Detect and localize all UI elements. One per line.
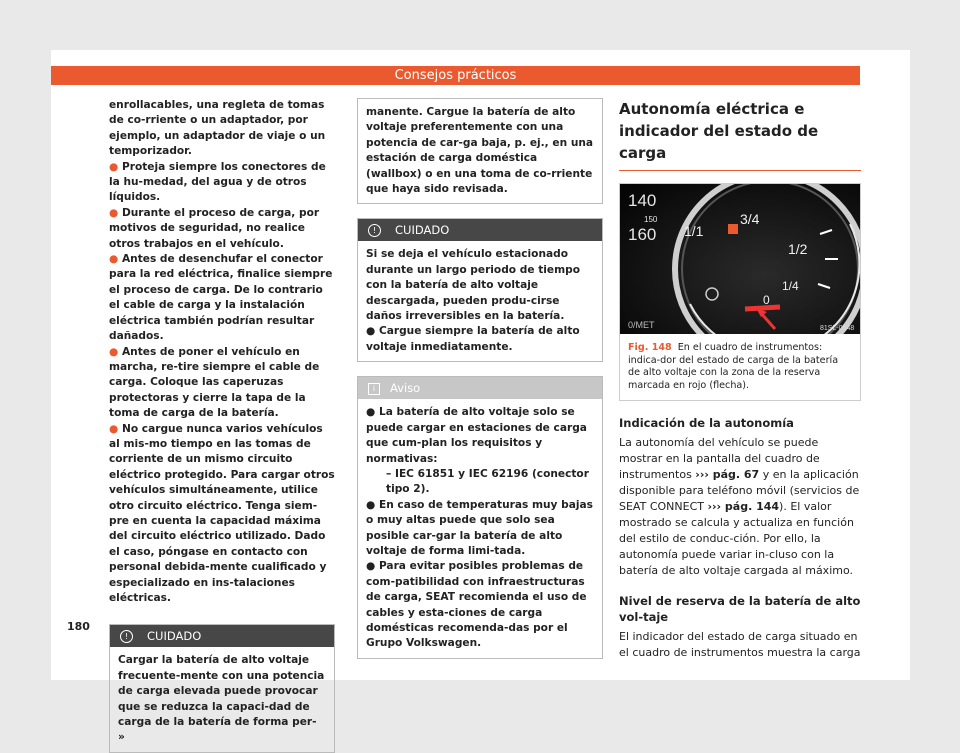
bullet-icon: ● [366, 560, 376, 573]
page-reference-link[interactable]: ››› pág. 67 [695, 468, 760, 482]
info-icon: i [368, 383, 380, 395]
bullet-icon: ● [109, 160, 119, 173]
figure-caption [620, 334, 860, 400]
caution-box [357, 218, 603, 362]
figure [619, 183, 861, 401]
instrument-cluster-image [620, 184, 860, 334]
list-item-text: La batería de alto voltaje solo se puede cargar en estaciones de carga que cum-plan los requisitos y normativas: [366, 406, 587, 465]
list-item [109, 160, 335, 206]
caption-text: En el cuadro de instrumentos: indica-dor del estado de carga de la batería de alto voltaje con la zona de la reserva marcada en rojo (flecha). [628, 342, 839, 391]
gauge-label: 0 [763, 293, 770, 307]
gauge-label: 140 [628, 191, 657, 210]
list-item [109, 422, 335, 607]
note-title: Aviso [390, 381, 421, 396]
gauge-label: 0/MET [628, 320, 655, 330]
column-2 [357, 98, 603, 659]
caution-box-continued [357, 98, 603, 204]
text: ). El valor mostrado se calcula y actualiza en función del estilo de conduc-ción. Por ello, la autonomía puede variar in-cluso con la batería de alto voltaje cargada al máximo. [619, 500, 854, 578]
gauge-label: 160 [628, 225, 657, 244]
list-item [366, 324, 594, 355]
gauge-label: 150 [644, 215, 658, 224]
list-item-text: Proteja siempre los conectores de la hu-medad, del agua y de otros líquidos. [109, 160, 326, 204]
bullet-icon: ● [366, 498, 376, 511]
paragraph: El indicador del estado de carga situado en el cuadro de instrumentos muestra la carga [619, 630, 861, 660]
paragraph: enrollacables, una regleta de tomas de co-rriente o un adaptador, por ejemplo, un adaptador de viaje o un temporizador. [109, 99, 326, 158]
text: La autonomía del vehículo se puede mostrar en la pantalla del cuadro de instrumentos [619, 436, 820, 482]
column-1 [109, 98, 335, 753]
continue-mark: » [118, 731, 125, 744]
bullet-icon: ● [109, 206, 119, 219]
caution-body [110, 647, 334, 751]
bullet-icon: ● [109, 253, 119, 266]
paragraph [619, 435, 861, 579]
figure-code: 81SL-0548 [820, 325, 855, 332]
warning-icon: ! [368, 224, 381, 237]
note-header [358, 377, 602, 399]
gauge-label: 3/4 [740, 211, 760, 227]
caution-header [358, 219, 602, 241]
list-item [366, 559, 594, 651]
caution-text: Si se deja el vehículo estacionado durante un largo periodo de tiempo con la batería de alto voltaje descargada, pueden produ-cirse daños irreversibles en la batería. [366, 248, 580, 323]
list-item-text: Antes de desenchufar el conector para la red eléctrica, finalice siempre el proceso de carga. De lo contrario el cable de carga y la instalación eléctrica también podrían resultar dañados. [109, 253, 333, 343]
bullet-icon: ● [366, 406, 376, 419]
bullet-icon: ● [366, 325, 376, 338]
section-title: Autonomía eléctrica e indicador del estado de carga [619, 98, 861, 171]
list-item-text: Para evitar posibles problemas de com-patibilidad con infraestructuras de carga, SEAT recomienda el uso de cables y esta-ciones de carga domésticas recomenda-das por el Grupo Volkswagen. [366, 560, 587, 650]
figure-ref: Fig. 148 [628, 342, 672, 353]
caution-text: Cargar la batería de alto voltaje frecuente-mente con una potencia de carga elevada puede provocar que se reduzca la capaci-dad de carga de la batería de forma per- [118, 654, 325, 729]
page-number: 180 [67, 620, 90, 633]
list-item-text: Cargue siempre la batería de alto voltaje inmediatamente. [366, 325, 580, 353]
list-item [109, 345, 335, 422]
gauge-illustration [620, 184, 860, 334]
subheading: Indicación de la autonomía [619, 416, 794, 431]
sub-list-item: – IEC 61851 y IEC 62196 (conector tipo 2). [386, 467, 589, 496]
gauge-label: 1/4 [782, 279, 799, 293]
list-item [366, 405, 594, 467]
list-item-text: Antes de poner el vehículo en marcha, re-tire siempre el cable de carga. Coloque las caperuzas protectoras y cierre la tapa de la toma de carga de la batería. [109, 345, 320, 420]
caution-header [110, 625, 334, 647]
list-item-text: Durante el proceso de carga, por motivos de seguridad, no realice otros trabajos en el vehículo. [109, 206, 320, 250]
gauge-label: 1/2 [788, 241, 808, 257]
caution-body [358, 241, 602, 361]
bullet-icon: ● [109, 345, 119, 358]
page-header: Consejos prácticos [51, 66, 860, 85]
sub-list-item-text: IEC 61851 y IEC 62196 (conector tipo 2). [386, 467, 589, 496]
subheading: Nivel de reserva de la batería de alto vol-taje [619, 594, 861, 625]
list-item-text: No cargue nunca varios vehículos al mis-mo tiempo en las tomas de corriente de un mismo circuito eléctrico protegido. Para cargar otros vehículos simultáneamente, utilice otro circuito eléctrico. Tenga siem-pre en cuenta la capacidad máxima del circuito eléctrico utilizado. Dado el caso, póngase en contacto con personal debida-mente cualificado y especializado en ins-talaciones eléctricas. [109, 422, 335, 604]
list-item [109, 252, 335, 344]
bullet-icon: ● [109, 422, 119, 435]
list-item [109, 206, 335, 252]
note-box [357, 376, 603, 659]
caution-box [109, 624, 335, 752]
column-3 [619, 98, 861, 661]
page-reference-link[interactable]: ››› pág. 144 [707, 500, 780, 514]
text: y en la aplicación disponible para teléfono móvil (servicios de SEAT CONNECT [619, 468, 860, 514]
caution-body: manente. Cargue la batería de alto voltaje preferentemente con una potencia de car-ga baja, p. ej., en una estación de carga doméstica (wallbox) o en una toma de co-rriente que haya sido revisada. [366, 106, 594, 196]
list-item [366, 498, 594, 560]
gauge-label: 1/1 [684, 223, 704, 239]
note-body [358, 399, 602, 658]
caution-title: CUIDADO [147, 629, 202, 644]
list-item-text: En caso de temperaturas muy bajas o muy altas puede que solo sea posible car-gar la batería de alto voltaje de forma limi-tada. [366, 498, 593, 557]
caution-title: CUIDADO [395, 223, 450, 238]
warning-icon: ! [120, 630, 133, 643]
